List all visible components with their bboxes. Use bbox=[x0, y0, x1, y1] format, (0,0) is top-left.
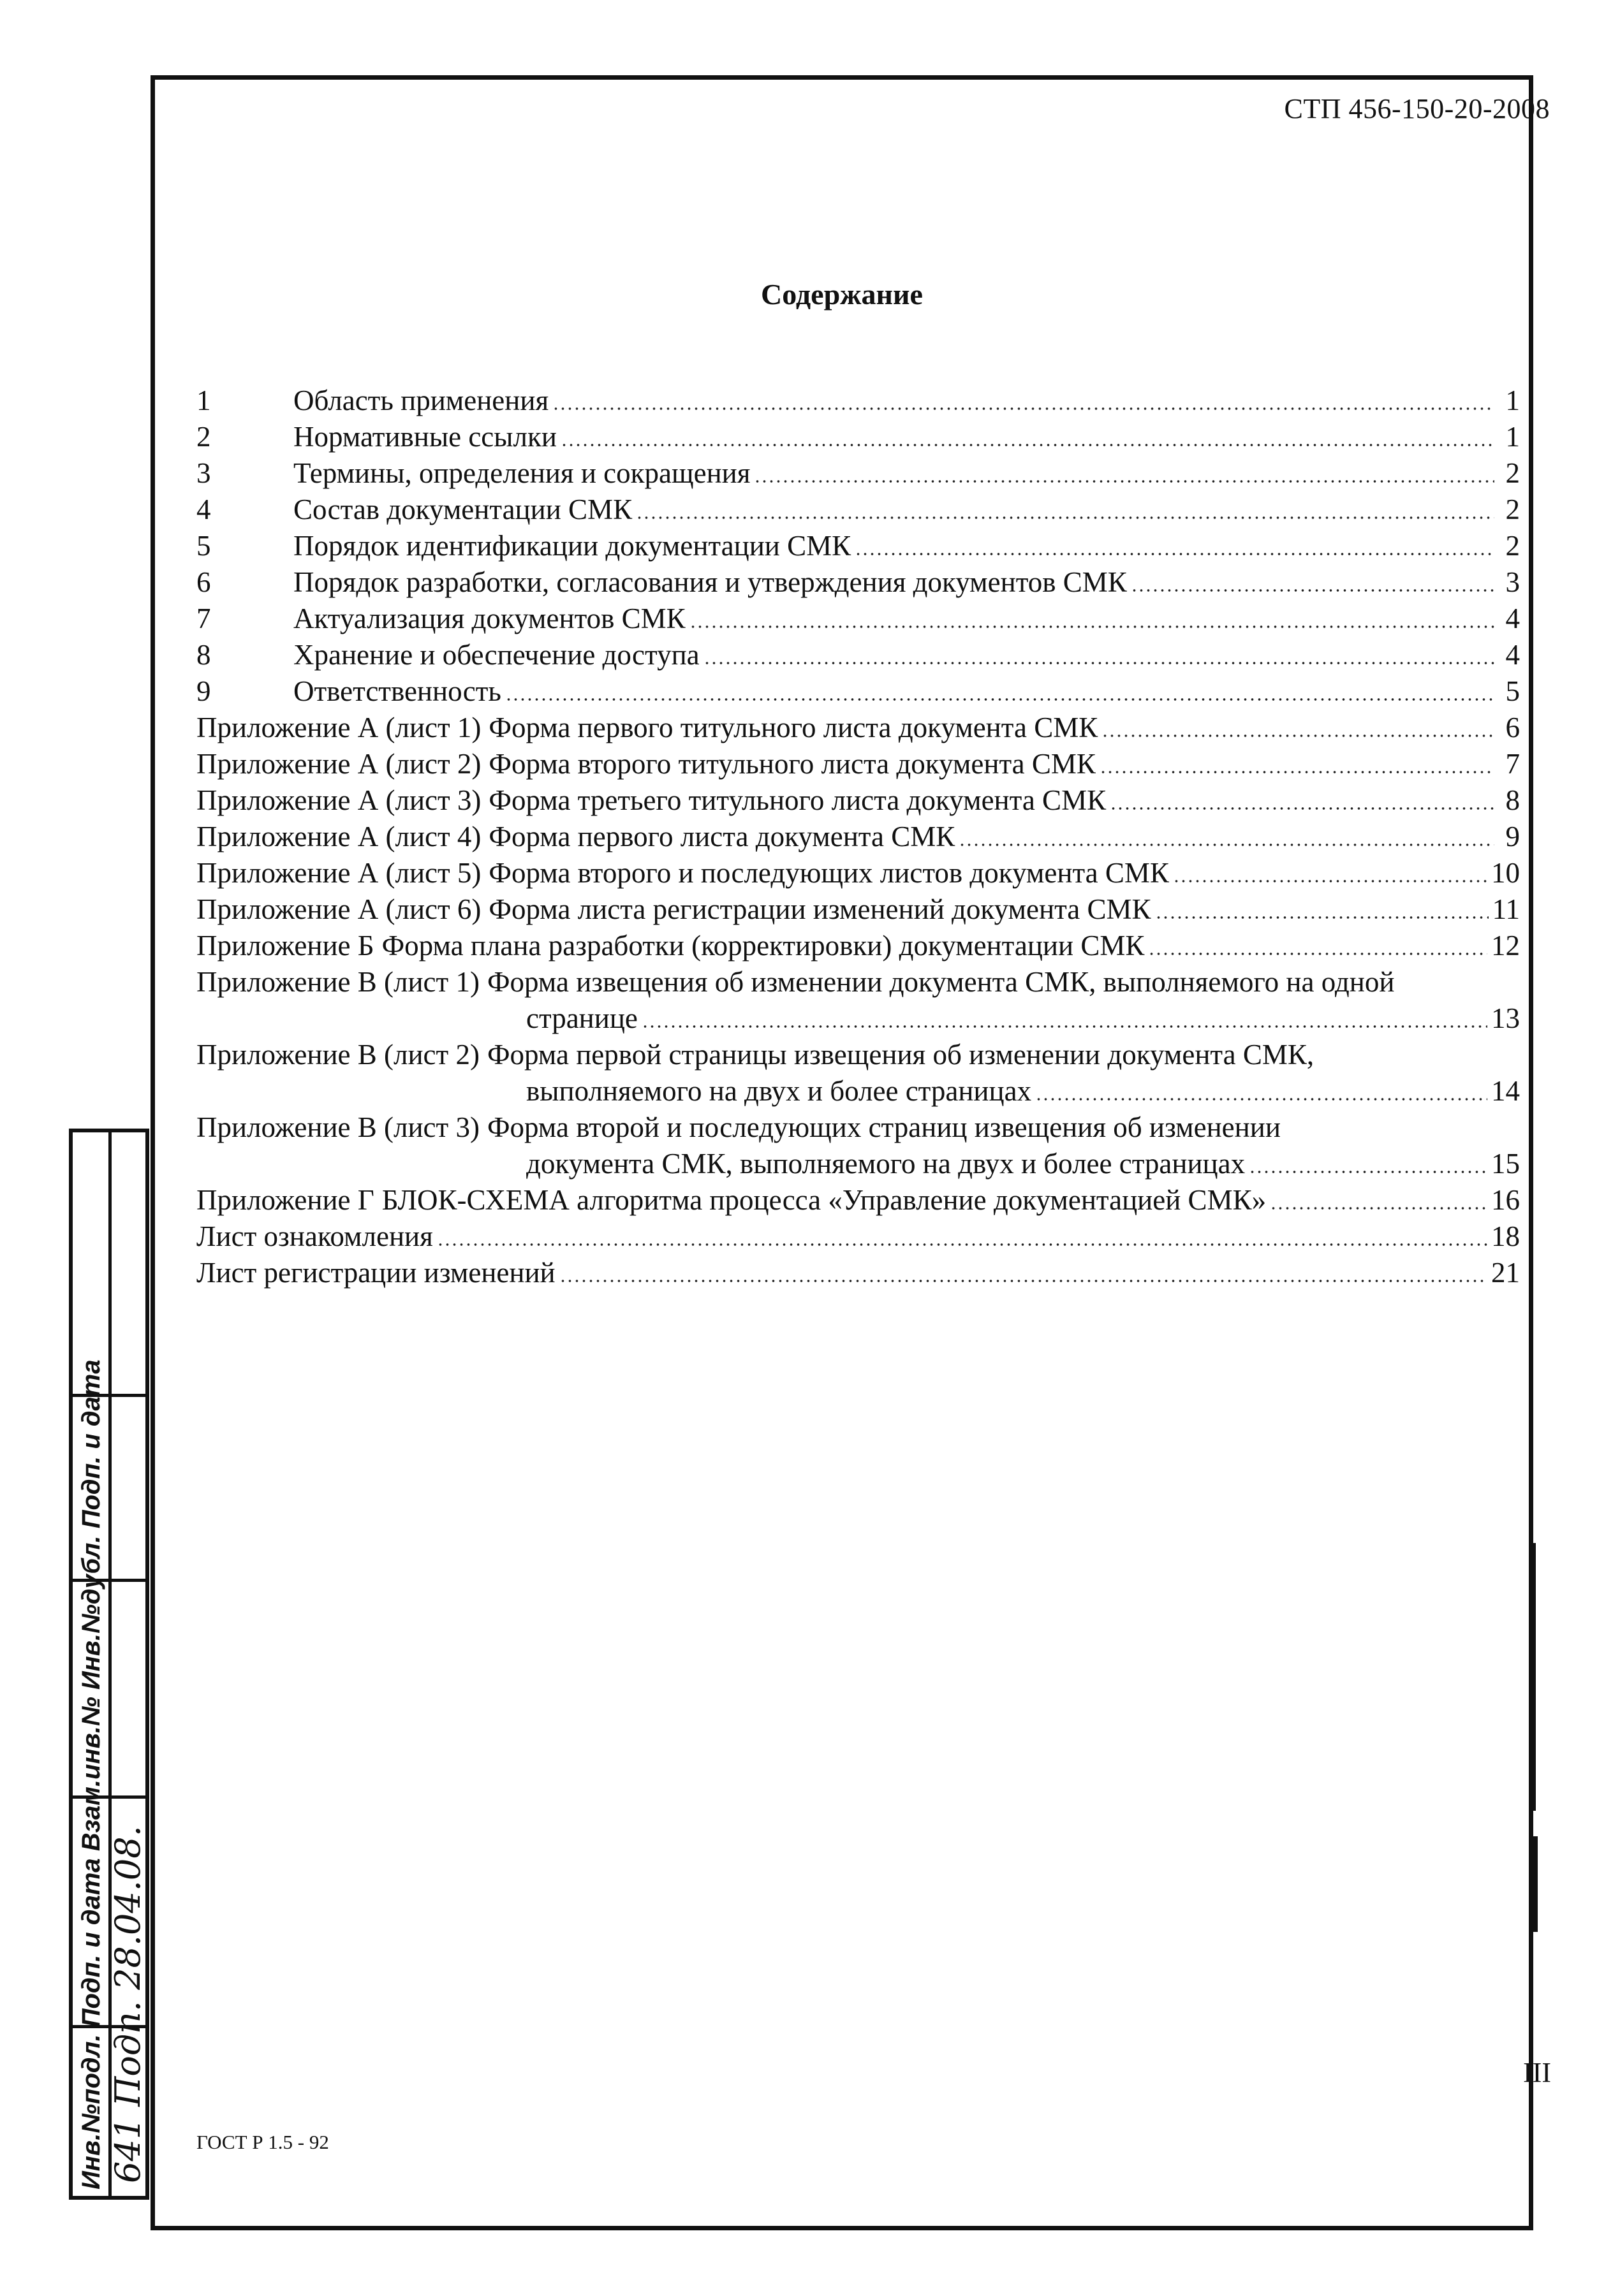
appendix-title: Форма листа регистрации изменений документа СМК bbox=[489, 893, 1151, 925]
page-number: 14 bbox=[1491, 1075, 1520, 1107]
section-title: Ответственность bbox=[293, 675, 501, 707]
appendix-label: Приложение В (лист 3) bbox=[196, 1111, 480, 1143]
page-number: 5 bbox=[1505, 675, 1520, 707]
toc-changes-register[interactable] bbox=[196, 1255, 1520, 1291]
page-number: 1 bbox=[1505, 384, 1520, 416]
dot-leader bbox=[1148, 951, 1487, 956]
appendix-label: Приложение А (лист 3) bbox=[196, 784, 482, 816]
appendix-title: Форма первого титульного листа документа СМК bbox=[489, 712, 1098, 743]
toc-appendix-v2[interactable] bbox=[196, 1037, 1520, 1073]
toc-appendix-v3-continued[interactable] bbox=[196, 1146, 1520, 1182]
toc-entry-5[interactable] bbox=[196, 528, 1520, 564]
toc-entry-2[interactable] bbox=[196, 419, 1520, 455]
section-title: Хранение и обеспечение доступа bbox=[293, 639, 700, 671]
section-number: 9 bbox=[196, 675, 211, 707]
dot-leader bbox=[561, 442, 1494, 448]
section-number: 3 bbox=[196, 457, 211, 489]
stamp-handwritten: 641 Подп. 28.04.08. bbox=[108, 1825, 148, 2183]
section-title: Нормативные ссылки bbox=[293, 421, 557, 453]
scan-edge-mark bbox=[1533, 1836, 1538, 1932]
toc-entry-1[interactable] bbox=[196, 383, 1520, 419]
entry-title: Лист регистрации изменений bbox=[196, 1257, 556, 1289]
dot-leader bbox=[703, 661, 1494, 666]
toc-appendix-a5[interactable] bbox=[196, 855, 1520, 891]
appendix-label: Приложение Б bbox=[196, 930, 374, 962]
scan-edge-mark bbox=[1533, 1543, 1536, 1811]
page-number: 1 bbox=[1505, 421, 1520, 453]
section-number: 1 bbox=[196, 384, 211, 416]
appendix-label: Приложение А (лист 1) bbox=[196, 712, 482, 743]
toc-appendix-g[interactable] bbox=[196, 1182, 1520, 1218]
dot-leader bbox=[855, 552, 1494, 557]
appendix-label: Приложение А (лист 5) bbox=[196, 857, 482, 889]
dot-leader bbox=[1035, 1097, 1487, 1102]
dot-leader bbox=[1110, 806, 1494, 811]
page-number-roman: III bbox=[1523, 2057, 1551, 2088]
page-number: 13 bbox=[1491, 1002, 1520, 1034]
appendix-title: Форма второго титульного листа документа СМК bbox=[489, 748, 1096, 780]
toc-appendix-v2-continued[interactable] bbox=[196, 1073, 1520, 1109]
appendix-label: Приложение Г bbox=[196, 1184, 374, 1216]
section-title: Порядок разработки, согласования и утверждения документов СМК bbox=[293, 566, 1127, 598]
appendix-title: Форма второго и последующих листов документа СМК bbox=[489, 857, 1169, 889]
appendix-title: Форма первой страницы извещения об изменении документа СМК, bbox=[487, 1039, 1314, 1071]
section-number: 7 bbox=[196, 603, 211, 634]
toc-entry-4[interactable] bbox=[196, 492, 1520, 528]
appendix-title-continued: странице bbox=[526, 1002, 638, 1034]
toc-title: Содержание bbox=[761, 278, 923, 311]
section-number: 2 bbox=[196, 421, 211, 453]
page-number: 18 bbox=[1491, 1220, 1520, 1252]
appendix-title-continued: документа СМК, выполняемого на двух и более страницах bbox=[526, 1148, 1246, 1180]
section-number: 5 bbox=[196, 530, 211, 562]
dot-leader bbox=[1173, 879, 1487, 884]
page-number: 2 bbox=[1505, 494, 1520, 525]
toc-entry-6[interactable] bbox=[196, 564, 1520, 601]
toc-appendix-a2[interactable] bbox=[196, 746, 1520, 782]
dot-leader bbox=[636, 515, 1494, 520]
page-number: 6 bbox=[1505, 712, 1520, 743]
toc-appendix-a3[interactable] bbox=[196, 782, 1520, 819]
toc-entry-8[interactable] bbox=[196, 637, 1520, 673]
toc-entry-3[interactable] bbox=[196, 455, 1520, 492]
toc-appendix-a4[interactable] bbox=[196, 819, 1520, 855]
dot-leader bbox=[642, 1024, 1487, 1029]
appendix-title: Форма третьего титульного листа документа СМК bbox=[489, 784, 1107, 816]
appendix-label: Приложение А (лист 2) bbox=[196, 748, 482, 780]
page-number: 9 bbox=[1505, 821, 1520, 852]
dot-leader bbox=[1249, 1169, 1487, 1174]
page-number: 12 bbox=[1491, 930, 1520, 962]
page-number: 3 bbox=[1505, 566, 1520, 598]
dot-leader bbox=[754, 479, 1494, 484]
section-number: 6 bbox=[196, 566, 211, 598]
table-of-contents bbox=[196, 383, 1520, 1291]
page-number: 2 bbox=[1505, 457, 1520, 489]
document-code: СТП 456-150-20-2008 bbox=[1284, 93, 1550, 124]
page-number: 15 bbox=[1491, 1148, 1520, 1180]
dot-leader bbox=[559, 1278, 1487, 1283]
page-number: 11 bbox=[1492, 893, 1520, 925]
page-number: 4 bbox=[1505, 639, 1520, 671]
dot-leader bbox=[552, 406, 1494, 411]
dot-leader bbox=[505, 697, 1494, 702]
toc-appendix-a1[interactable] bbox=[196, 710, 1520, 746]
page-number: 7 bbox=[1505, 748, 1520, 780]
appendix-title-continued: выполняемого на двух и более страницах bbox=[526, 1075, 1032, 1107]
page-number: 10 bbox=[1491, 857, 1520, 889]
dot-leader bbox=[689, 624, 1494, 629]
toc-entry-9[interactable] bbox=[196, 673, 1520, 710]
toc-acquaintance-sheet[interactable] bbox=[196, 1218, 1520, 1255]
dot-leader bbox=[437, 1242, 1487, 1247]
dot-leader bbox=[1101, 733, 1494, 738]
appendix-title: Форма извещения об изменении документа СМК, выполняемого на одной bbox=[487, 966, 1395, 998]
section-title: Состав документации СМК bbox=[293, 494, 633, 525]
toc-appendix-v1[interactable] bbox=[196, 964, 1520, 1000]
section-number: 8 bbox=[196, 639, 211, 671]
page-number: 4 bbox=[1505, 603, 1520, 634]
appendix-title: БЛОК-СХЕМА алгоритма процесса «Управление документацией СМК» bbox=[381, 1184, 1267, 1216]
page-number: 8 bbox=[1505, 784, 1520, 816]
entry-title: Лист ознакомления bbox=[196, 1220, 433, 1252]
appendix-label: Приложение В (лист 1) bbox=[196, 966, 480, 998]
dot-leader bbox=[1131, 588, 1494, 593]
section-title: Область применения bbox=[293, 384, 549, 416]
section-number: 4 bbox=[196, 494, 211, 525]
dot-leader bbox=[959, 842, 1494, 847]
section-title: Актуализация документов СМК bbox=[293, 603, 686, 634]
appendix-title: Форма второй и последующих страниц извещения об изменении bbox=[487, 1111, 1281, 1143]
section-title: Термины, определения и сокращения bbox=[293, 457, 751, 489]
section-title: Порядок идентификации документации СМК bbox=[293, 530, 851, 562]
stamp-labels: Инв.№подл. Подп. и дата Взам.инв.№ Инв.№дубл. Подп. и дата bbox=[77, 1359, 105, 2190]
appendix-label: Приложение А (лист 6) bbox=[196, 893, 482, 925]
toc-appendix-v3[interactable] bbox=[196, 1109, 1520, 1146]
toc-appendix-v1-continued[interactable] bbox=[196, 1000, 1520, 1037]
page-number: 21 bbox=[1491, 1257, 1520, 1289]
toc-appendix-a6[interactable] bbox=[196, 891, 1520, 928]
appendix-label: Приложение В (лист 2) bbox=[196, 1039, 480, 1071]
gost-reference: ГОСТ Р 1.5 - 92 bbox=[196, 2131, 329, 2153]
appendix-title: Форма первого листа документа СМК bbox=[489, 821, 955, 852]
toc-entry-7[interactable] bbox=[196, 601, 1520, 637]
dot-leader bbox=[1100, 770, 1494, 775]
page-number: 2 bbox=[1505, 530, 1520, 562]
appendix-label: Приложение А (лист 4) bbox=[196, 821, 482, 852]
approval-stamp bbox=[69, 1129, 149, 2200]
dot-leader bbox=[1155, 915, 1489, 920]
toc-appendix-b[interactable] bbox=[196, 928, 1520, 964]
appendix-title: Форма плана разработки (корректировки) документации СМК bbox=[381, 930, 1145, 962]
page-number: 16 bbox=[1491, 1184, 1520, 1216]
dot-leader bbox=[1270, 1206, 1487, 1211]
